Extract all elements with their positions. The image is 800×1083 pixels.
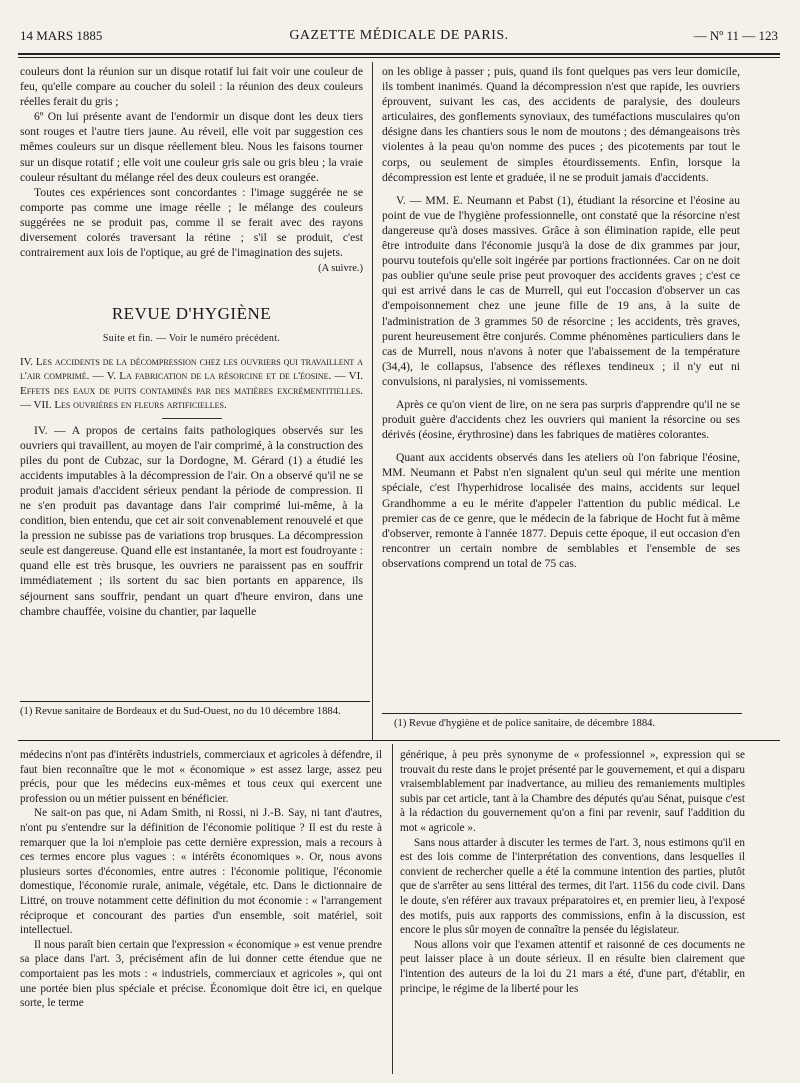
top-right-column (382, 64, 740, 571)
section-summary: IV. Les accidents de la décompression chez les ouvriers qui travaillent a l'air comprimé. — V. La fabrication de la résorcine et de l'éosine. — VI. Effets des eaux de puits contaminés par des matières excrémentitielles. — VII. Les ouvrières en fleurs artificielles. (20, 355, 363, 411)
bottom-left-column (20, 748, 382, 1011)
header-date: 14 MARS 1885 (20, 28, 103, 43)
paragraph: Toutes ces expériences sont concordantes : l'image suggérée ne se comporte pas comme une image réelle ; le mélange des couleurs suggérées ne se produit pas, comme il se ferait avec des rayons diversement colorés traversant la rétine ; s'il se produit, c'est contrairement aux lois de l'optique, au gré de l'imagination des sujets. (20, 185, 363, 260)
issue-page-number: — Nº 11 — 123 (693, 28, 778, 43)
section-subtitle: Suite et fin. — Voir le numéro précédent. (102, 333, 281, 345)
paragraph: médecins n'ont pas d'intérêts industriels, commerciaux et agricoles à défendre, il faut bien reconnaître que le mot « économique » est assez large, assez peu précis, pour que les médecins eux-mêmes et tous ceux qui exercent une profession ou un métier puissent en bénéficier. (20, 749, 382, 805)
paragraph: V. — MM. E. Neumann et Pabst (1), étudiant la résorcine et l'éosine au point de vue de l'hygiène professionnelle, ont constaté que la résorcine n'est dangereuse qu'à doses massives. Grâce à son élimination rapide, elle peut être introduite dans l'économie jusqu'à la dose de dix grammes par jour, pourvu toutefois qu'elle soit ingérée par portions fractionnées. Car on ne doit pas oublier qu'une seule prise peut provoquer des accidents graves ; c'est ce qui est arrivé dans le cas de Murrell, qui eut l'occasion d'observer un cas d'empoisonnement chez une jeune fille de 19 ans, à la suite de l'administration de 3 grammes 50 de résorcine ; les accidents, très graves, purent heureusement être conjurés. Comme phénomènes particuliers dans le cas de Murrell, nous n'avons à noter que l'abaissement de la température (34,4), le collapsus, l'absence des réflexes tendineux ; il n'y eut ni convulsions, ni paralysies, ni vomissements. (382, 193, 740, 388)
page-header (20, 28, 778, 48)
to-be-continued: (A suivre.) (318, 263, 363, 275)
paragraph: Nous allons voir que l'examen attentif et raisonné de ces documents ne peut laisser place à un doute sérieux. Il en résulte bien clairement que l'intention des auteurs de la loi du 21 mars a été, d'une part, d'établir, en principe, le régime de la liberté pour les (400, 938, 745, 995)
summary-rule (162, 418, 222, 419)
top-left-column (20, 64, 363, 619)
paragraph: IV. — A propos de certains faits pathologiques observés sur les ouvriers qui travaillent, au moyen de l'air comprimé, à la construction des piles du pont de Cubzac, sur la Dordogne, M. Gérard (1) a étudié les accidents imputables à la décompression de l'air. On a observé qu'il ne se produit jamais d'accident sérieux pendant la période de compression. Il ne s'en produit pas davantage dans l'air comprimé lui-même, à la condition, bien entendu, que cet air soit convenablement renouvelé et que la pression ne subisse pas de variations trop brusques. La décompression seule est dangereuse. Quand elle est instantanée, la mort est foudroyante : quand elle est très brusque, les ouvriers ne paraissent pas en souffrir immédiatement ; ils sortent du sac bien portants en apparence, ils séjournent sans souffrir, pendant un quart d'heure environ, dans une chambre chauffée, voisine du chantier, par laquelle (20, 423, 363, 618)
section-divider-rule (18, 740, 780, 741)
paragraph: couleurs dont la réunion sur un disque rotatif lui fait voir une couleur de feu, qu'elle compare au coucher du soleil : la réunion des deux couleurs réelles ferait du gris ; (20, 65, 363, 109)
column-divider-top (372, 62, 373, 740)
paragraph: Sans nous attarder à discuter les termes de l'art. 3, nous estimons qu'il en est des lois comme de l'interprétation des conventions, dans lesquelles il convient de rechercher quelle a été la commune intention des parties, plutôt que de s'arrêter au sens littéral des termes, dit l'art. 1156 du code civil. Dans le doute, s'en référer aux travaux préparatoires et, en premier lieu, à l'exposé des motifs, puis aux rapports des commissions, enfin à la discussion, est encore le plus sûr moyen de connaître la pensée du législateur. (400, 836, 745, 937)
bottom-right-column (400, 748, 745, 996)
column-divider-bottom (392, 744, 393, 1074)
footnote-rule (20, 701, 370, 702)
footnote-rule (382, 713, 742, 714)
paragraph: générique, à peu près synonyme de « professionnel », expression qui se trouvait du reste dans le projet présenté par le gouvernement, et qui a disparu vraisemblablement par inadvertance, au milieu des remaniements multiples subis par cet article, tant à la Chambre des députés qu'au Sénat, puisque c'est à la rédaction du gouvernement qu'on a fini par revenir, sauf l'addition du mot « agricole ». (400, 749, 745, 834)
paragraph: Il nous paraît bien certain que l'expression « économique » est venue prendre sa place dans l'art. 3, précisément afin de lui donner cette étendue que ne comportaient pas les mots : « industriels, commerciaux et agricoles », qui ont une portée bien plus spéciale et précise. Économique doit être ici, en quelque sorte, le terme (20, 938, 382, 1010)
paragraph: Quant aux accidents observés dans les ateliers où l'on fabrique l'éosine, MM. Neumann et Pabst n'en signalent qu'un seul qui mérite une mention spéciale, c'est l'hyperhidrose localisée des mains, accidents sur lequel Grandhomme a eu le mérite d'appeler l'attention du public médical. Le premier cas de ce genre, que le médecin de la fabrique de Hocht fut à même d'observer, remonte à l'année 1877. Depuis cette époque, il eut occasion d'en rencontrer un certain nombre de semblables et l'ensemble de ses observations comprend un total de 75 cas. (382, 451, 740, 570)
header-rule-thin (18, 57, 780, 58)
paragraph: Après ce qu'on vient de lire, on ne sera pas surpris d'apprendre qu'il ne se produit guère d'accidents chez les ouvriers qui manient la résorcine ou ses dérivés (éosine, érythrosine) dans les fabriques de matières colorantes. (382, 397, 740, 442)
paragraph: on les oblige à passer ; puis, quand ils font quelques pas vers leur domicile, ils tombent inanimés. Quand la décompression n'est que rapide, les ouvriers éprouvent, suivant les cas, des accidents de paralysie, des douleurs articulaires, des gonflements synoviaux, des tuméfactions musculaires qu'on désigne dans les chantiers sous le nom de moutons ; des démangeaisons très violentes à la peau qu'on nomme des puces ; des picotements par tout le corps, ou seulement de simples étourdissements. Enfin, lorsque la décompression est lente et graduée, il ne se produit jamais d'accidents. (382, 65, 740, 184)
header-rule (18, 53, 780, 55)
paragraph: 6º On lui présente avant de l'endormir un disque dont les deux tiers sont rouges et l'autre tiers jaune. Au réveil, elle voit par suggestion ces mêmes couleurs sur un disque réellement bleu. Nous les faisons tourner sur un disque rotatif ; elle voit une couleur gris sale ou gris bleu ; la vraie couleur résultant du mélange réel des deux couleurs est orangée. (20, 110, 363, 184)
footnote: (1) Revue sanitaire de Bordeaux et du Sud-Ouest, no du 10 décembre 1884. (20, 706, 341, 717)
footnote: (1) Revue d'hygiène et de police sanitaire, de décembre 1884. (394, 718, 656, 729)
journal-title: GAZETTE MÉDICALE DE PARIS. (289, 28, 509, 43)
paragraph: Ne sait-on pas que, ni Adam Smith, ni Rossi, ni J.-B. Say, ni tant d'autres, n'ont pu s'entendre sur la définition de l'économie politique ? Il est du reste à remarquer que la loi n'emploie pas cette dernière expression, mais a recours à ces termes encore plus vagues : « intérêts économiques ». Or, nous avons plusieurs sortes d'économies, entre autres : l'économie politique, l'économie domestique, l'économie rurale, animale, végétale, etc. Dans le dictionnaire de Littré, on trouve notamment cette définition du mot économie : « l'arrangement réciproque et concourant des parties d'un ensemble, soit matériel, soit intellectuel. (20, 807, 382, 937)
section-title: REVUE D'HYGIÈNE (111, 304, 272, 324)
